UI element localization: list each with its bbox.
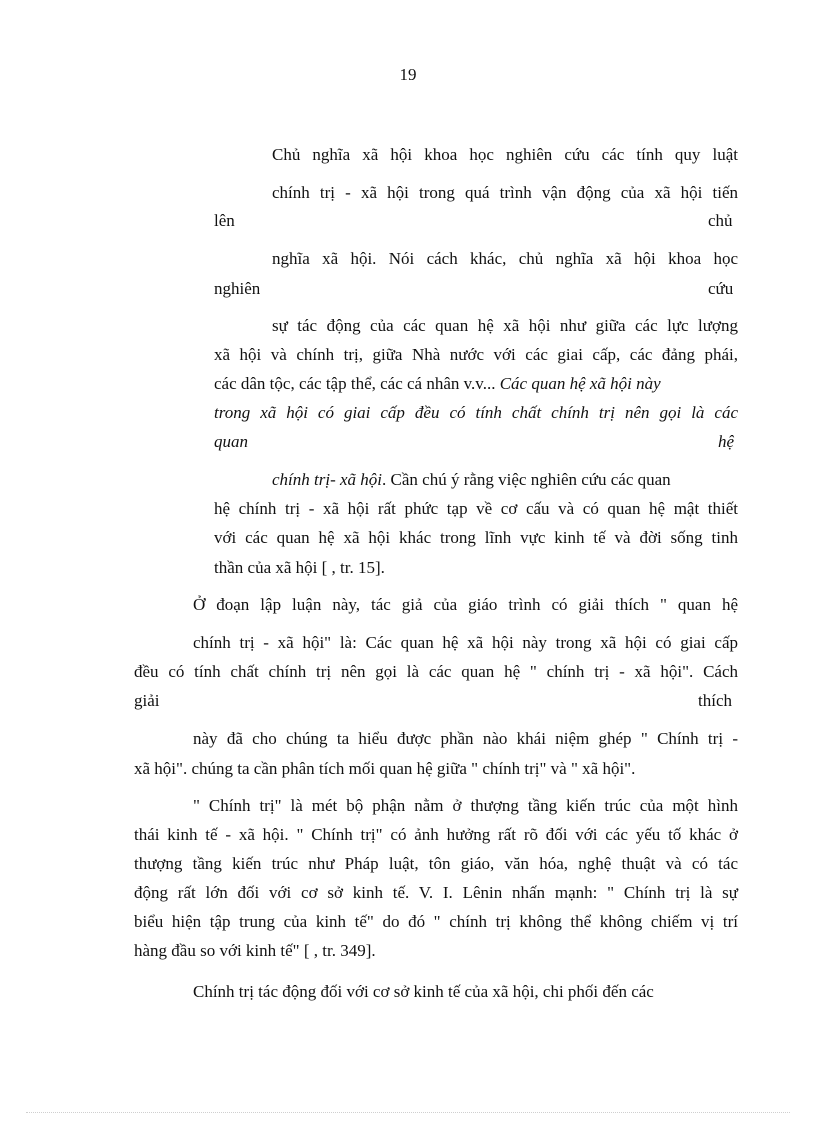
quote-line-10-start: quan — [214, 432, 248, 451]
page-number: 19 — [399, 65, 417, 84]
quote-line-14: thần của xã hội [ , tr. 15]. — [214, 558, 385, 577]
quote-line-8 — [214, 373, 661, 395]
quote-line-2: chính trị - xã hội trong quá trình vận động của xã hội tiến — [272, 183, 738, 202]
quote-line-10-end: hệ — [718, 432, 735, 451]
quote-line-3-start: lên — [214, 211, 235, 230]
quote-line-12: hệ chính trị - xã hội rất phức tạp về cơ cấu và có quan hệ mật thiết — [214, 499, 738, 518]
para1-line-2: chính trị - xã hội" là: Các quan hệ xã hội này trong xã hội có giai cấp — [193, 633, 738, 652]
para1-line-4-end: thích — [698, 691, 732, 710]
para2-line-6: hàng đầu so với kinh tế" [ , tr. 349]. — [134, 941, 376, 960]
quote-line-7: xã hội và chính trị, giữa Nhà nước với các giai cấp, các đảng phái, — [214, 345, 738, 364]
quote-line-8-normal: các dân tộc, các tập thể, các cá nhân v.v... — [214, 374, 496, 393]
para2-line-3: thượng tầng kiến trúc như Pháp luật, tôn giáo, văn hóa, nghệ thuật và có tác — [134, 854, 738, 873]
quote-line-6: sự tác động của các quan hệ xã hội như giữa các lực lượng — [272, 316, 738, 335]
quote-line-8-italic: Các quan hệ xã hội này — [499, 374, 661, 393]
para1-line-1: Ở đoạn lập luận này, tác giả của giáo trình có giải thích " quan hệ — [193, 595, 738, 614]
quote-line-11 — [272, 469, 671, 491]
quote-line-3-end: chủ — [708, 211, 733, 230]
quote-line-13: với các quan hệ xã hội khác trong lĩnh vực kinh tế và đời sống tinh — [214, 528, 738, 547]
quote-line-4: nghĩa xã hội. Nói cách khác, chủ nghĩa xã hội khoa học — [272, 249, 738, 268]
quote-line-11-normal: . Cần chú ý rằng việc nghiên cứu các quan — [382, 470, 671, 489]
quote-line-9: trong xã hội có giai cấp đều có tính chất chính trị nên gọi là các — [214, 403, 738, 422]
para2-line-4: động rất lớn đối với cơ sở kinh tế. V. I. Lênin nhấn mạnh: " Chính trị là sự — [134, 883, 738, 902]
para2-line-2: thái kinh tế - xã hội. " Chính trị" có ảnh hưởng rất rõ đối với các yếu tố khác ở — [134, 825, 738, 844]
quote-line-11-italic: chính trị- xã hội — [272, 470, 383, 489]
para1-line-6: xã hội". chúng ta cần phân tích mối quan hệ giữa " chính trị" và " xã hội". — [134, 759, 636, 778]
para3-line-1: Chính trị tác động đối với cơ sở kinh tế của xã hội, chi phối đến các — [193, 982, 654, 1001]
para1-line-3: đều có tính chất chính trị nên gọi là các quan hệ " chính trị - xã hội". Cách — [134, 662, 738, 681]
quote-line-5-start: nghiên — [214, 279, 261, 298]
page-bottom-divider — [26, 1112, 790, 1113]
quote-line-1: Chủ nghĩa xã hội khoa học nghiên cứu các tính quy luật — [272, 145, 738, 164]
para2-line-1: " Chính trị" là mét bộ phận nằm ở thượng tầng kiến trúc của một hình — [193, 796, 738, 815]
para1-line-5: này đã cho chúng ta hiểu được phần nào khái niệm ghép " Chính trị - — [193, 729, 738, 748]
para1-line-4-start: giải — [134, 691, 160, 710]
quote-line-5-end: cứu — [708, 279, 734, 298]
para2-line-5: biểu hiện tập trung của kinh tế" do đó " chính trị không thể không chiếm vị trí — [134, 912, 738, 931]
